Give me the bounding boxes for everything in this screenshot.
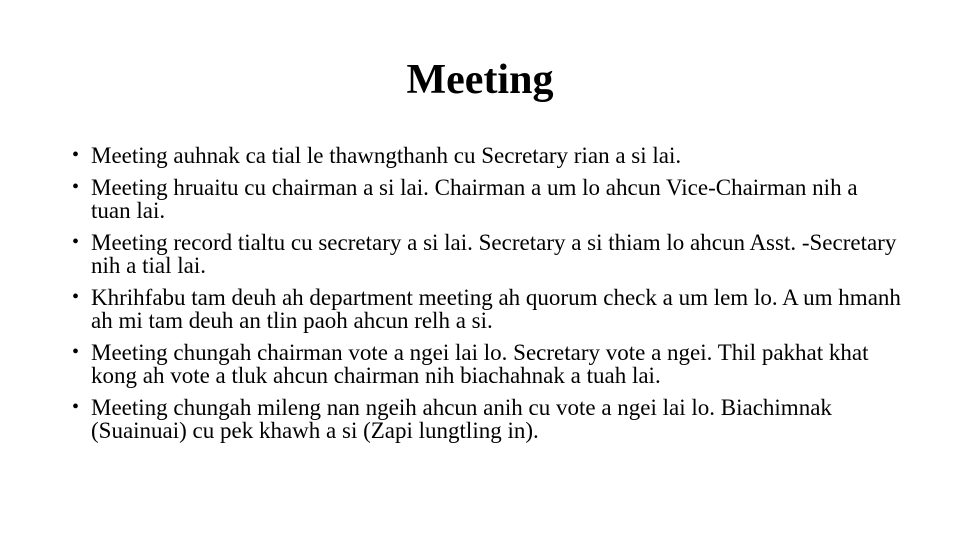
list-item (72, 286, 902, 332)
bullet-icon: • (72, 176, 80, 198)
bullet-text: Khrihfabu tam deuh ah department meeting ah quorum check a um lem lo. A um hmanh ah mi tam deuh an tlin paoh ahcun relh a si. (91, 285, 901, 333)
list-item (72, 341, 902, 387)
bullet-list (72, 144, 902, 451)
bullet-text: Meeting chungah mileng nan ngeih ahcun anih cu vote a ngei lai lo. Biachimnak (Suainuai) cu pek khawh a si (Zapi lungtling in). (91, 395, 832, 443)
bullet-text: Meeting record tialtu cu secretary a si lai. Secretary a si thiam lo ahcun Asst. -Secretary nih a tial lai. (91, 230, 897, 278)
bullet-text: Meeting hruaitu cu chairman a si lai. Chairman a um lo ahcun Vice-Chairman nih a tuan lai. (91, 175, 858, 223)
bullet-icon: • (72, 286, 80, 308)
bullet-icon: • (72, 231, 80, 253)
bullet-text: Meeting chungah chairman vote a ngei lai lo. Secretary vote a ngei. Thil pakhat khat kong ah vote a tluk ahcun chairman nih biachahnak a tuah lai. (91, 340, 869, 388)
slide-title: Meeting (406, 57, 554, 103)
bullet-icon: • (72, 396, 80, 418)
list-item (72, 176, 902, 222)
bullet-icon: • (72, 144, 80, 166)
bullet-icon: • (72, 341, 80, 363)
list-item (72, 396, 902, 442)
list-item (72, 231, 902, 277)
list-item (72, 144, 902, 167)
bullet-text: Meeting auhnak ca tial le thawngthanh cu Secretary rian a si lai. (91, 143, 682, 168)
